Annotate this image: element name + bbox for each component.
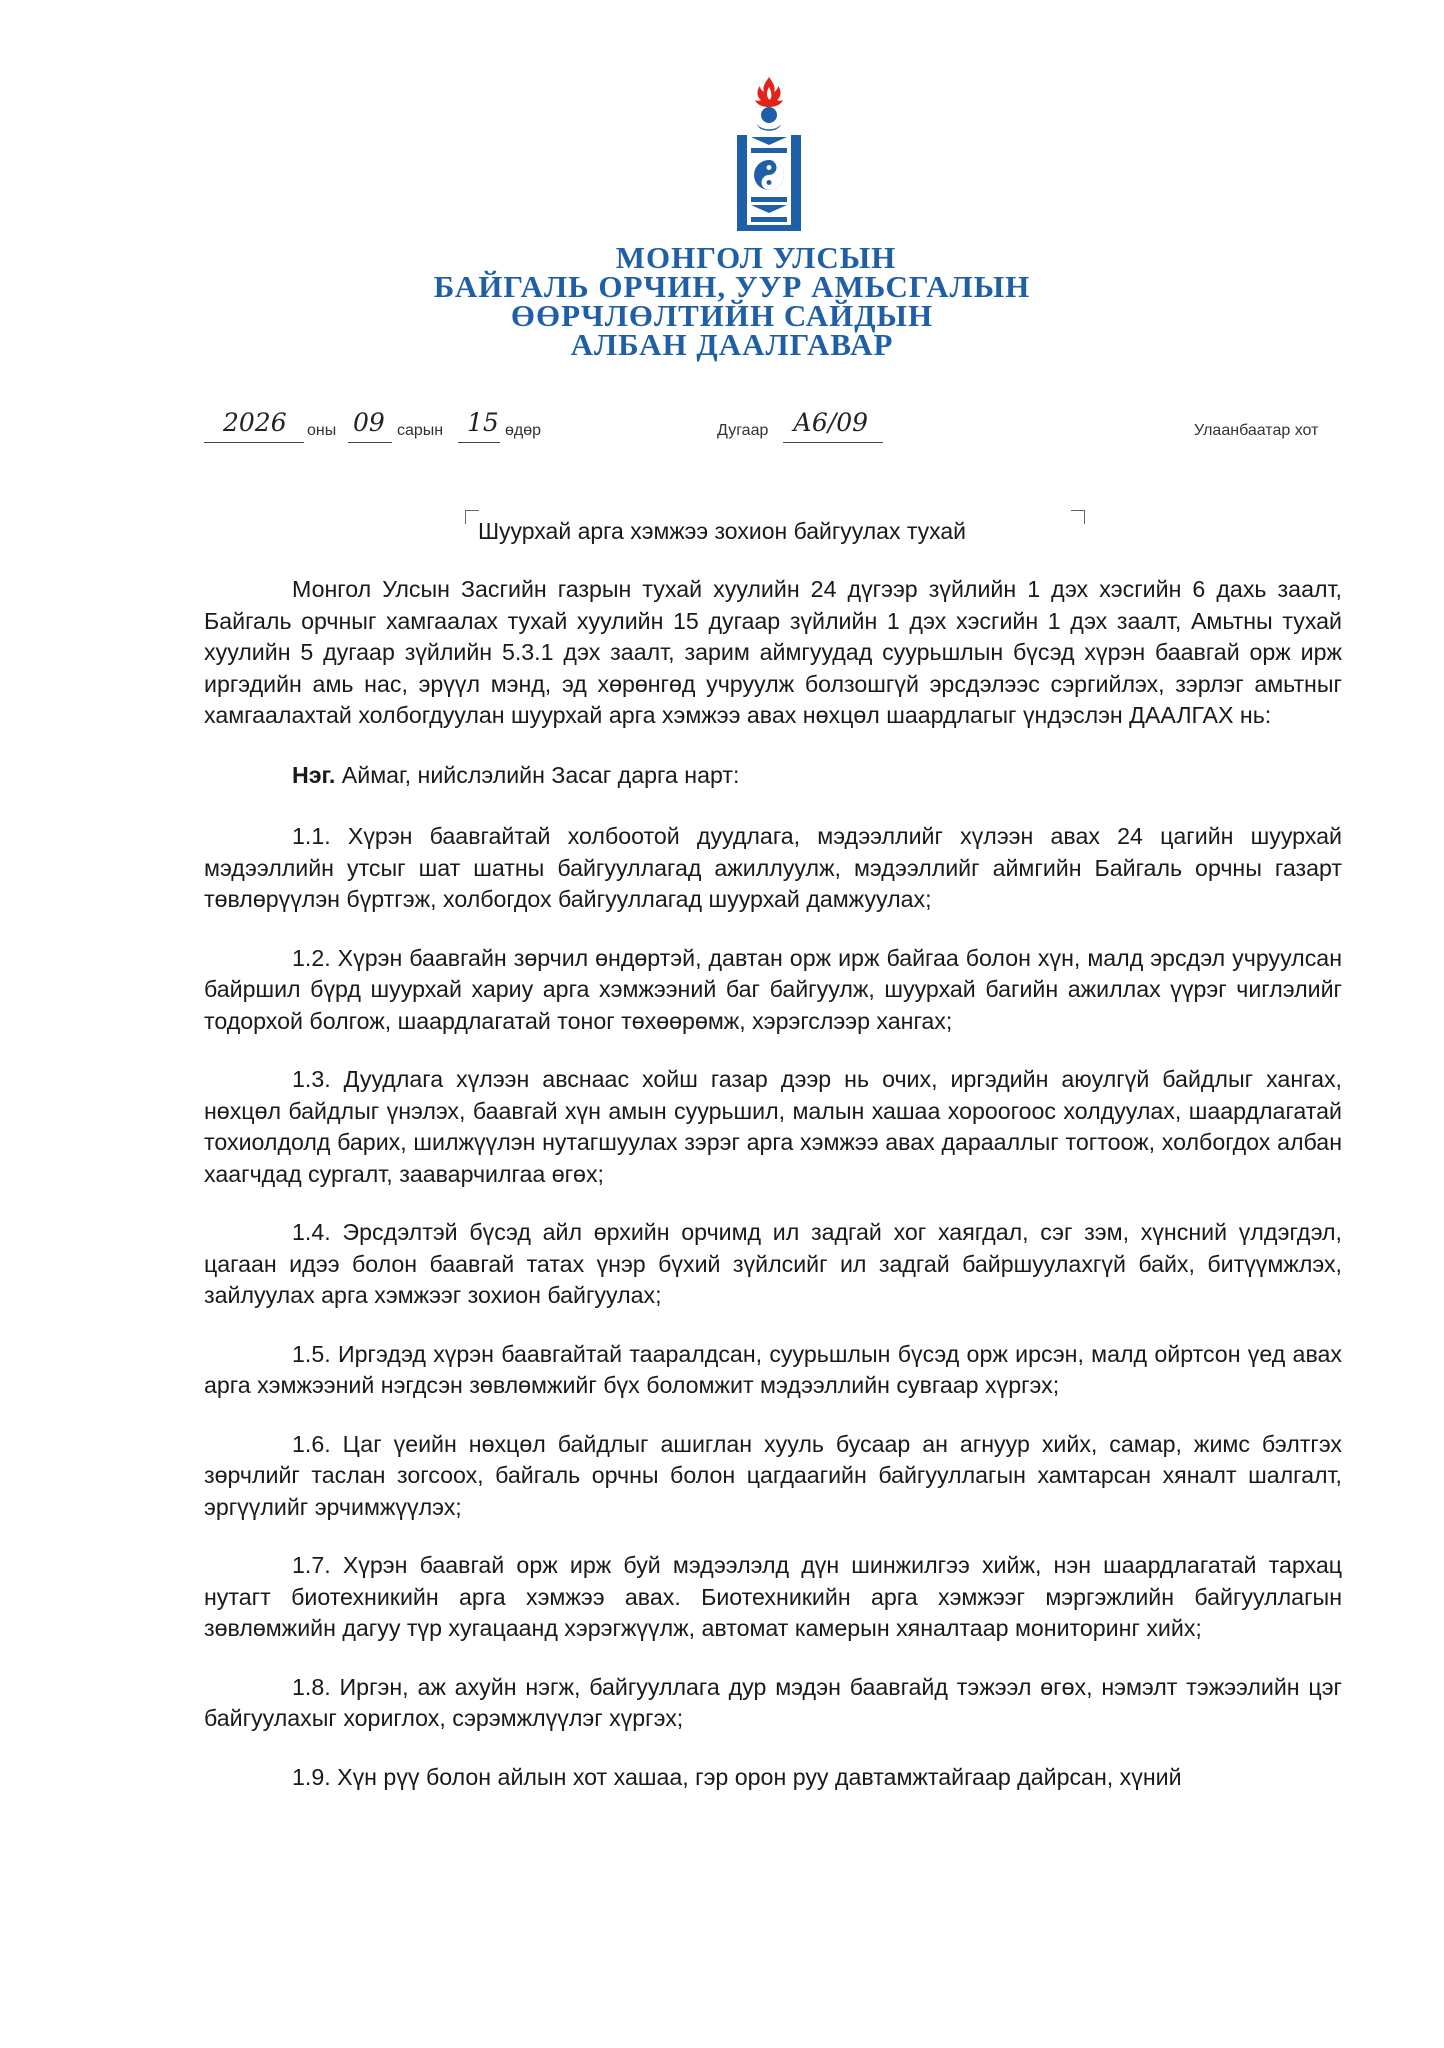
- list-item: 1.1. Хүрэн баавгайтай холбоотой дуудлага, мэдээллийг хүлээн авах 24 цагийн шуурхай мэдээллийн утсыг шат шатны байгууллагад ажиллуулж, мэдээллийг аймгийн Байгаль орчны газарт төвлөрүүлэн бүртгэж, холбогдох байгууллагад шуурхай дамжуулах;: [204, 823, 1342, 912]
- header-line-2: БАЙГАЛЬ ОРЧИН, УУР АМЬСГАЛЫН: [433, 269, 1031, 304]
- intro-paragraph: Монгол Улсын Засгийн газрын тухай хуулийн 24 дүгээр зүйлийн 1 дэх хэсгийн 6 дахь заалт, Байгаль орчныг хамгаалах тухай хуулийн 15 дугаар зүйлийн 1 дэх хэсгийн 1 дэх заалт, Амьтны тухай хуулийн 5 дугаар зүйлийн 5.3.1 дэх заалт, зарим аймгуудад суурьшлын бүсэд хүрэн баавгай орж ирж иргэдийн амь нас, эрүүл мэнд, эд хөрөнгөд учруулж болзошгүй эрсдэлээс сэргийлэх, зэрлэг амьтныг хамгаалахтай холбогдуулан шуурхай арга хэмжээ авах нөхцөл шаардлагыг үндэслэн ДААЛГАХ нь:: [204, 576, 1342, 728]
- soyombo-emblem-icon: [735, 75, 803, 235]
- city-name: Улаанбаатар хот: [1194, 422, 1319, 439]
- number-label: Дугаар: [717, 422, 769, 439]
- document-meta-line: [0, 408, 1444, 448]
- day-underline: [458, 442, 500, 443]
- list-item: 1.7. Хүрэн баавгай орж ирж буй мэдээлэлд дүн шинжилгээ хийж, нэн шаардлагатай тархац нутагт биотехникийн арга хэмжээ авах. Биотехникийн арга хэмжээг мэргэжлийн байгууллагын зөвлөмжийн дагуу түр хугацаанд хэрэгжүүлж, автомат камерын хяналтаар мониторинг хийх;: [204, 1552, 1342, 1641]
- handwritten-month: 09: [353, 408, 385, 437]
- list-item: 1.3. Дуудлага хүлээн авснаас хойш газар дээр нь очих, иргэдийн аюулгүй байдлыг хангах, нөхцөл байдлыг үнэлэх, баавгай хүн амын суурьшил, малын хашаа хороогоос холдуулах, шаардлагатай тохиолдолд барих, шилжүүлэн нутагшуулах зэрэг арга хэмжээ авах дарааллыг тогтоож, холбогдох албан хаагчдад сургалт, зааварчилгаа өгөх;: [204, 1066, 1342, 1187]
- list-item: 1.4. Эрсдэлтэй бүсэд айл өрхийн орчимд ил задгай хог хаягдал, сэг зэм, хүнсний үлдэгдэл, цагаан идээ болон баавгай татах үнэр бүхий зүйлсийг ил задгай байршуулахгүй байх, битүүмжлэх, зайлуулах арга хэмжээг зохион байгуулах;: [204, 1219, 1342, 1308]
- header-line-4: АЛБАН ДААЛГАВАР: [570, 327, 894, 362]
- month-underline: [348, 442, 392, 443]
- handwritten-year: 2026: [223, 408, 287, 437]
- section-label: Нэг.: [292, 761, 336, 788]
- day-suffix: өдөр: [505, 422, 542, 439]
- header-line-3: ӨӨРЧЛӨЛТИЙН САЙДЫН: [510, 298, 934, 333]
- document-body: [204, 574, 1342, 1820]
- list-item: 1.2. Хүрэн баавгайн зөрчил өндөртэй, давтан орж ирж байгаа болон хүн, малд эрсдэл учруулсан байршил бүрд шуурхай хариу арга хэмжээний баг байгуулж, шуурхай багийн ажиллах үүрэг чиглэлийг тодорхой болгож, шаардлагатай тоног төхөөрөмж, хэрэгслээр хангах;: [204, 944, 1342, 1034]
- list-item: 1.8. Иргэн, аж ахуйн нэгж, байгууллага дур мэдэн баавгайд тэжээл өгөх, нэмэлт тэжээлийн цэг байгуулахыг хориглох, сэрэмжлүүлэг хүргэх;: [204, 1673, 1342, 1731]
- number-underline: [783, 442, 883, 443]
- section-heading: [204, 760, 1342, 792]
- year-underline: [204, 442, 304, 443]
- header-line-1: МОНГОЛ УЛСЫН: [615, 240, 897, 275]
- list-item: 1.5. Иргэдэд хүрэн баавгайтай тааралдсан, суурьшлын бүсэд орж ирсэн, малд ойртсон үед авах арга хэмжээний нэгдсэн зөвлөмжийг бүх боломжит мэдээллийн сувгаар хүргэх;: [204, 1340, 1342, 1398]
- section-text: Аймаг, нийслэлийн Засаг дарга нарт:: [335, 761, 740, 788]
- list-item: 1.9. Хүн рүү болон айлын хот хашаа, гэр орон руу давтамжтайгаар дайрсан, хүний: [292, 1763, 1182, 1790]
- org-header: [0, 240, 1444, 362]
- month-suffix: сарын: [397, 422, 444, 439]
- handwritten-number: А6/09: [793, 408, 869, 437]
- handwritten-day: 15: [467, 408, 499, 437]
- list-item: 1.6. Цаг үеийн нөхцөл байдлыг ашиглан хууль бусаар ан агнуур хийх, самар, жимс бэлтгэх зөрчлийг таслан зогсоох, байгаль орчны болон цагдаагийн байгууллагын хамтарсан хяналт шалгалт, эргүүлийг эрчимжүүлэх;: [204, 1430, 1342, 1520]
- year-suffix: оны: [307, 422, 337, 439]
- document-title: Шуурхай арга хэмжээ зохион байгуулах тухай: [477, 518, 967, 544]
